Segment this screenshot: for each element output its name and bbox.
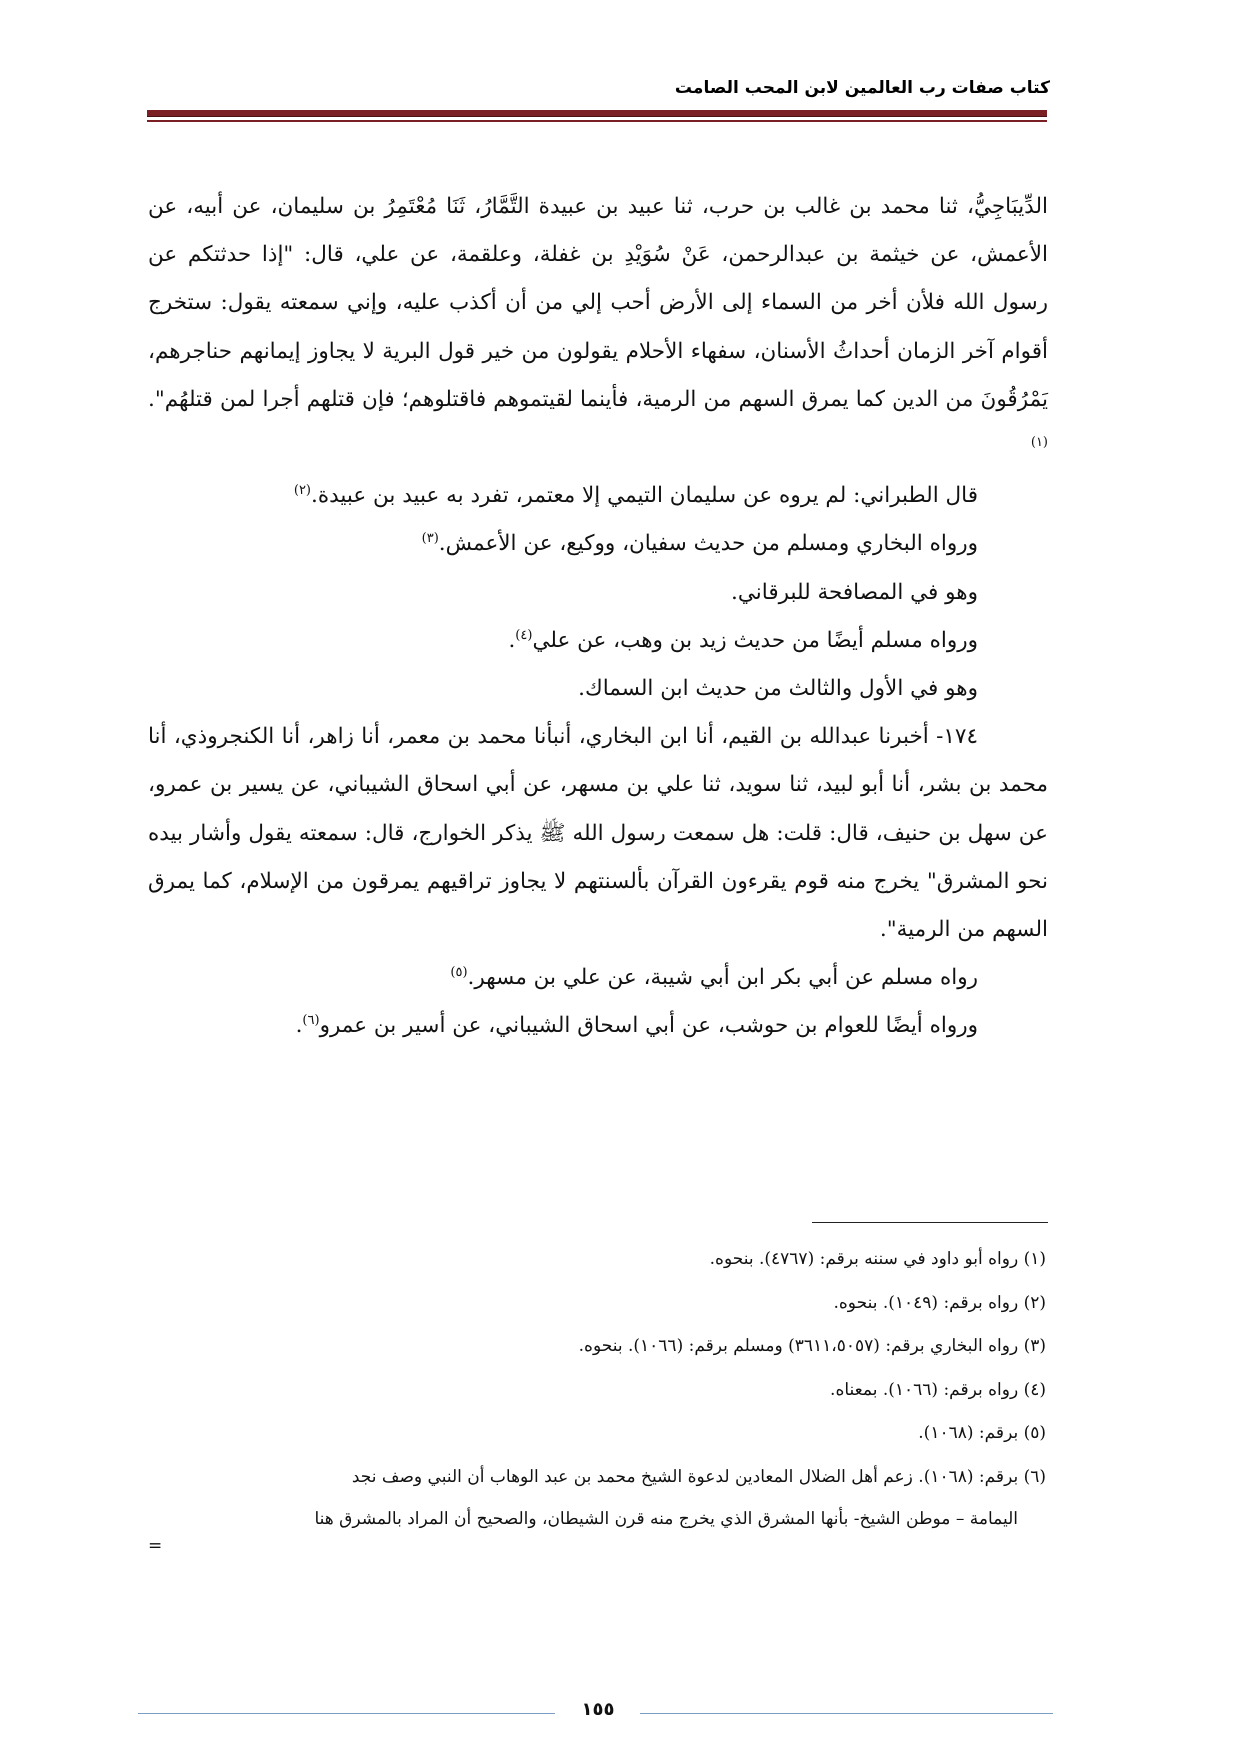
paragraph-tabarani xyxy=(148,472,1048,520)
paragraph-text: ورواه البخاري ومسلم من حديث سفيان، ووكيع، عن الأعمش. xyxy=(438,531,978,557)
footnote-ref-4: (٤) xyxy=(515,627,533,643)
footer-rule-right xyxy=(640,1713,1053,1714)
header-rule-thin xyxy=(147,120,1047,122)
paragraph-text: ورواه مسلم أيضًا من حديث زيد بن وهب، عن علي xyxy=(532,627,978,653)
footer-rule-left xyxy=(138,1713,555,1714)
footnote-continuation-mark: = xyxy=(148,1536,163,1556)
paragraph-ibn-sammak xyxy=(148,665,1048,713)
footnotes-section xyxy=(148,1238,1048,1556)
paragraph-text: ورواه أيضًا للعوام بن حوشب، عن أبي اسحاق الشيباني، عن أسير بن عمرو xyxy=(319,1013,978,1039)
paragraph-awwam xyxy=(148,1002,1048,1050)
paragraph-hadith-174 xyxy=(148,713,1048,954)
paragraph-text: قال الطبراني: لم يروه عن سليمان التيمي إلا معتمر، تفرد به عبيد بن عبيدة. xyxy=(311,483,978,509)
footnote-ref-6: (٦) xyxy=(302,1013,320,1029)
footnote-ref-2: (٢) xyxy=(293,483,311,499)
paragraph-muslim-ibn-abi-shayba xyxy=(148,954,1048,1002)
footnote-separator xyxy=(812,1222,1048,1223)
footnote-ref-5: (٥) xyxy=(450,965,468,981)
paragraph-hadith-173 xyxy=(148,183,1048,472)
footnote-5: (٥) برقم: (١٠٦٨). xyxy=(918,1423,1046,1443)
footnote-3: (٣) رواه البخاري برقم: (٣٦١١،٥٠٥٧) ومسلم برقم: (١٠٦٦). بنحوه. xyxy=(578,1336,1046,1356)
footnote-6-line-1: (٦) برقم: (١٠٦٨). زعم أهل الضلال المعادين لدعوة الشيخ محمد بن عبد الوهاب أن النبي وصف نجد xyxy=(351,1466,1046,1487)
footnote-ref-3: (٣) xyxy=(421,531,439,547)
paragraph-end-mark: . xyxy=(295,1013,303,1039)
footnote-4: (٤) رواه برقم: (١٠٦٦). بمعناه. xyxy=(830,1379,1046,1400)
footnote-ref-1: (١) xyxy=(1030,434,1048,450)
header-rule-thick xyxy=(147,110,1047,117)
footnote-1: (١) رواه أبو داود في سننه برقم: (٤٧٦٧). بنحوه. xyxy=(709,1249,1046,1269)
paragraph-text: وهو في المصافحة للبرقاني. xyxy=(731,579,978,605)
footnote-2: (٢) رواه برقم: (١٠٤٩). بنحوه. xyxy=(833,1292,1046,1313)
paragraph-musafaha xyxy=(148,569,1048,617)
paragraph-text: ١٧٤- أخبرنا عبدالله بن القيم، أنا ابن البخاري، أنبأنا محمد بن معمر، أنا زاهر، أنا الكنجروذي، أنا محمد بن بشر، أنا أبو لبيد، ثنا سويد، ثنا علي بن مسهر، عن أبي اسحاق الشيباني، عن يسير بن عمرو، عن سهل بن حنيف، قال: قلت: هل سمعت رسول الله ﷺ يذكر الخوارج، قال: سمعته يقول وأشار بيده نحو المشرق" يخرج منه قوم يقرءون القرآن بألسنتهم لا يجاوز تراقيهم يمرقون من الإسلام، كما يمرق السهم من الرمية". xyxy=(148,724,1048,943)
main-text-body xyxy=(148,183,1048,1051)
paragraph-bukhari-muslim xyxy=(148,520,1048,568)
paragraph-text: الدِّيبَاجِيُّ، ثنا محمد بن غالب بن حرب، ثنا عبيد بن عبيدة التَّمَّارُ، ثَنَا مُعْتَمِرُ بن سليمان، عن أبيه، عن الأعمش، عن خيثمة بن عبدالرحمن، عَنْ سُوَيْدِ بن غفلة، وعلقمة، عن علي، قال: "إذا حدثتكم عن رسول الله فلأن أخر من السماء إلى الأرض أحب إلي من أن أكذب عليه، وإني سمعته يقول: ستخرج أقوام آخر الزمان أحداثُ الأسنان، سفهاء الأحلام يقولون من خير قول البرية لا يجاوز إيمانهم حناجرهم، يَمْرُقُونَ من الدين كما يمرق السهم من الرمية، فأينما لقيتموهم فاقتلوهم؛ فإن قتلهم أجرا لمن قتلهُم". xyxy=(148,194,1048,412)
page-number: ١٥٥ xyxy=(581,1699,615,1720)
paragraph-text: رواه مسلم عن أبي بكر ابن أبي شيبة، عن علي بن مسهر. xyxy=(467,965,978,991)
paragraph-muslim-zaid xyxy=(148,617,1048,665)
paragraph-text: وهو في الأول والثالث من حديث ابن السماك. xyxy=(578,676,978,702)
paragraph-end-mark: . xyxy=(508,627,516,653)
running-header-title: كتاب صفات رب العالمين لابن المحب الصامت xyxy=(674,78,1050,98)
footnote-6-line-2: اليمامة – موطن الشيخ- بأنها المشرق الذي يخرج منه قرن الشيطان، والصحيح أن المراد بالمشرق هنا xyxy=(314,1509,1018,1529)
